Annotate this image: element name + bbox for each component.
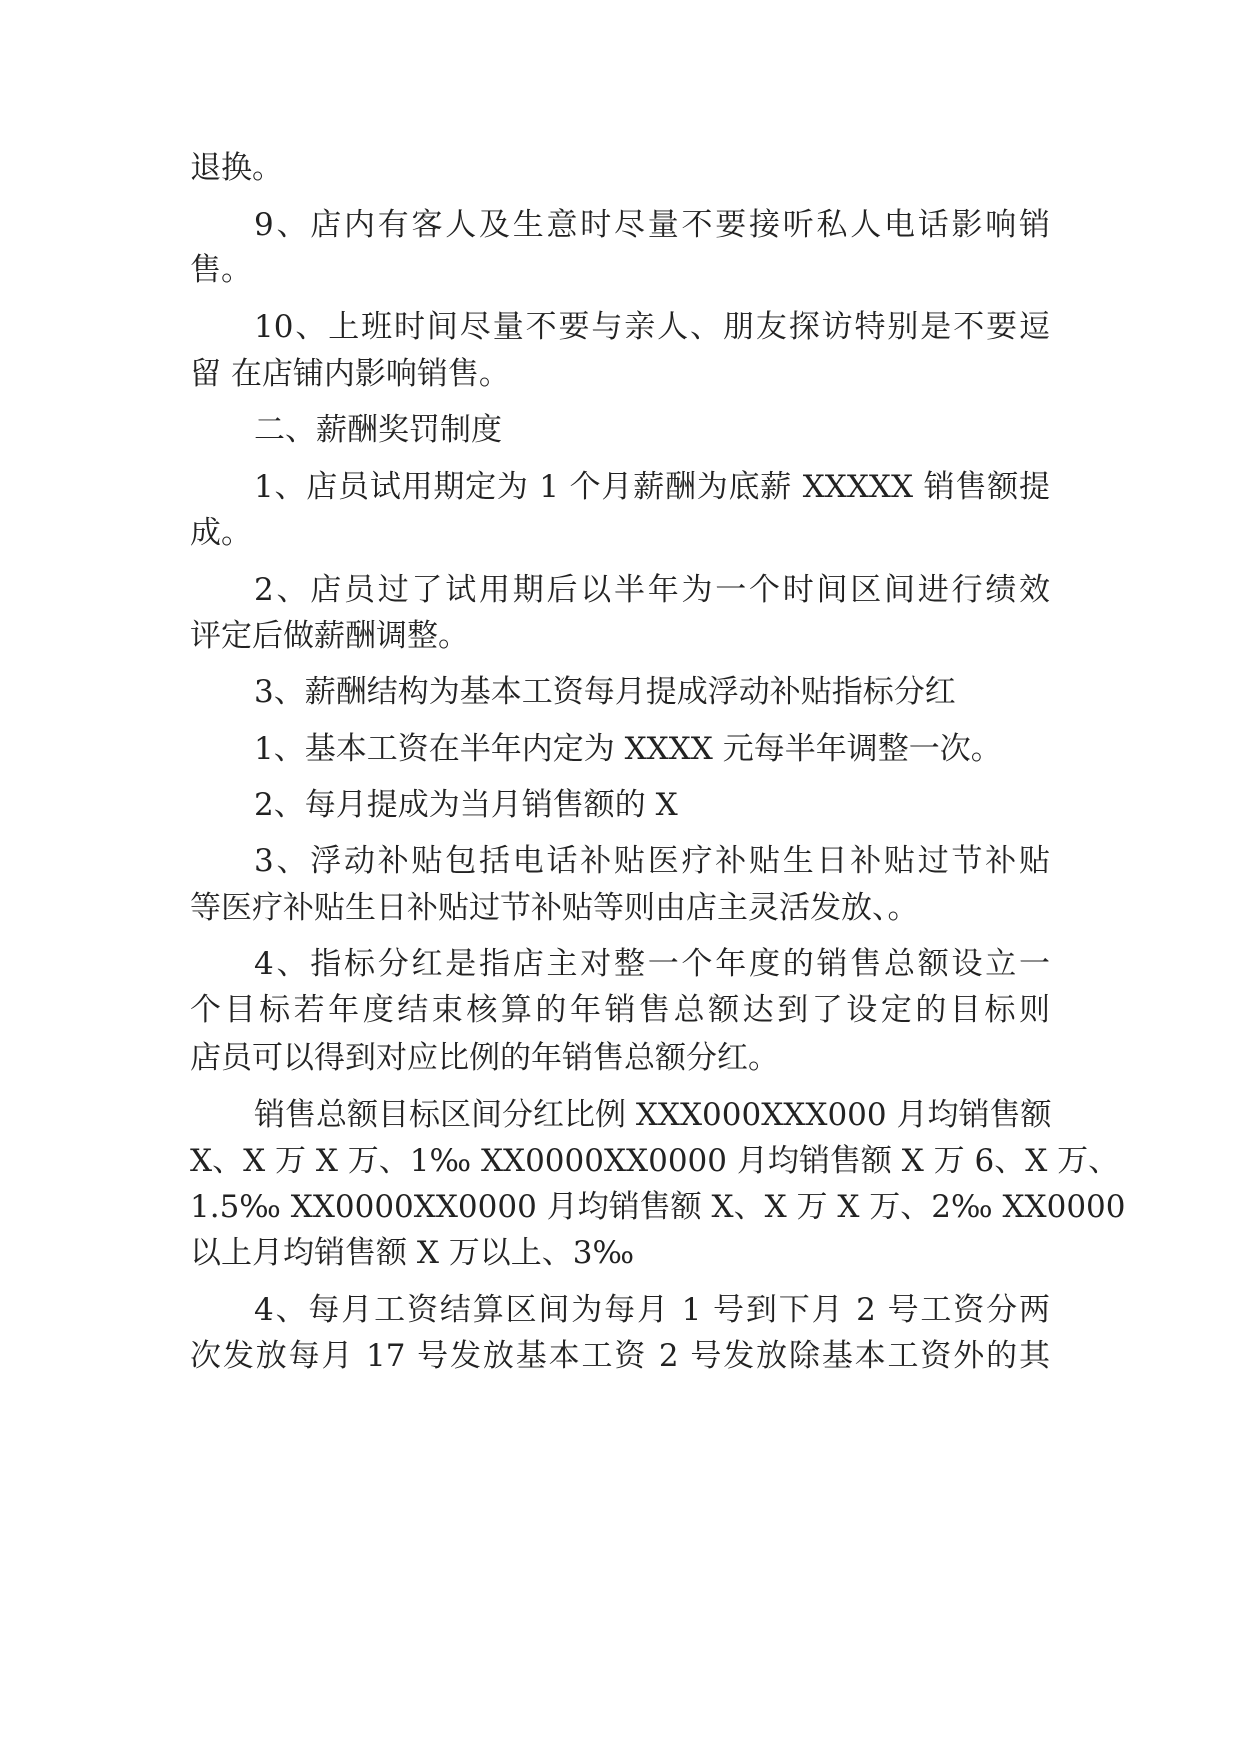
text-line: 成。 xyxy=(190,515,252,551)
text-line: 个目标若年度结束核算的年销售总额达到了设定的目标则 xyxy=(190,992,1050,1028)
text-line: 售。 xyxy=(190,252,252,288)
text-line: 1.5‰ XX0000XX0000 月均销售额 X、X 万 X 万、2‰ XX0000 xyxy=(190,1189,1126,1225)
text-line: 次发放每月 17 号发放基本工资 2 号发放除基本工资外的其 xyxy=(190,1338,1050,1374)
text-line: X、X 万 X 万、1‰ XX0000XX0000 月均销售额 X 万 6、X 万、 xyxy=(190,1143,1120,1179)
text-line: 店员可以得到对应比例的年销售总额分红。 xyxy=(190,1040,779,1076)
text-line: 2、店员过了试用期后以半年为一个时间区间进行绩效 xyxy=(254,572,1050,608)
text-line: 4、每月工资结算区间为每月 1 号到下月 2 号工资分两 xyxy=(254,1292,1050,1328)
text-line: 3、浮动补贴包括电话补贴医疗补贴生日补贴过节补贴 xyxy=(254,843,1050,879)
text-line: 评定后做薪酬调整。 xyxy=(190,618,469,654)
text-line: 等医疗补贴生日补贴过节补贴等则由店主灵活发放、。 xyxy=(190,890,919,926)
text-line: 以上月均销售额 X 万以上、3‰ xyxy=(190,1235,635,1271)
text-line: 4、指标分红是指店主对整一个年度的销售总额设立一 xyxy=(254,946,1050,982)
text-line: 1、店员试用期定为 1 个月薪酬为底薪 XXXXX 销售额提 xyxy=(254,469,1050,505)
text-line: 3、薪酬结构为基本工资每月提成浮动补贴指标分红 xyxy=(254,674,956,710)
text-line: 销售总额目标区间分红比例 XXX000XXX000 月均销售额 xyxy=(254,1097,1052,1133)
section-heading: 二、薪酬奖罚制度 xyxy=(254,412,502,448)
text-line: 2、每月提成为当月销售额的 X xyxy=(254,787,678,823)
text-line: 退换。 xyxy=(190,150,283,186)
text-line: 1、基本工资在半年内定为 XXXX 元每半年调整一次。 xyxy=(254,731,1002,767)
text-line: 9、店内有客人及生意时尽量不要接听私人电话影响销 xyxy=(254,207,1050,243)
text-line: 10、上班时间尽量不要与亲人、朋友探访特别是不要逗 xyxy=(254,309,1050,345)
text-line: 留 在店铺内影响销售。 xyxy=(190,356,510,392)
